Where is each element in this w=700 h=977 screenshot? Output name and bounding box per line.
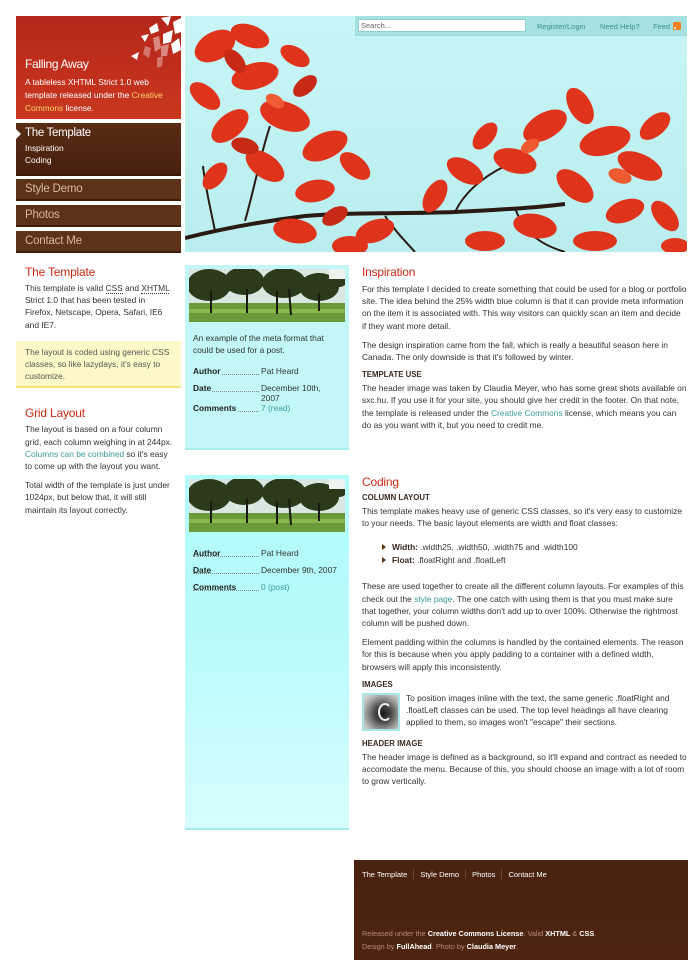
text: so it's easy to come up with the layout you want. bbox=[25, 448, 168, 472]
style-page-link[interactable]: style page bbox=[414, 593, 453, 604]
column-layout-paragraph: This template makes heavy use of generic CSS classes, so it's very easy to customize to your needs. The basic layout elements are width and float classes: bbox=[362, 506, 682, 529]
footer-link-contact-me[interactable]: Contact Me bbox=[508, 870, 547, 879]
post-meta-box-1 bbox=[185, 265, 349, 450]
meta-value: Pat Heard bbox=[261, 366, 299, 377]
link-text: CSS bbox=[579, 929, 595, 938]
template-paragraph bbox=[25, 282, 175, 331]
meta-value: Pat Heard bbox=[261, 548, 299, 558]
images-heading: IMAGES bbox=[362, 679, 393, 689]
search-input[interactable] bbox=[358, 19, 526, 32]
link-text: Creative Commons License bbox=[427, 929, 524, 938]
inspiration-paragraph-2: The design inspiration came from the fall, which is really a beautiful season here in Canada. The only downside is that it's followed by winter. bbox=[362, 339, 668, 363]
meta-table bbox=[193, 366, 341, 420]
text: Design by bbox=[362, 942, 397, 951]
park-trees-thumbnail bbox=[189, 479, 345, 532]
divider bbox=[501, 869, 502, 879]
list-label: Float: bbox=[392, 555, 415, 566]
comments-post-link[interactable]: 0 (post) bbox=[261, 582, 290, 592]
text: & bbox=[570, 929, 580, 938]
list-label: Width: bbox=[392, 542, 418, 553]
cc-license-link[interactable] bbox=[428, 929, 524, 938]
tagline-text: A tableless XHTML Strict 1.0 web template released under the bbox=[25, 77, 149, 100]
text: The layout is based on a four column grid, each column weighing in at 244px. bbox=[25, 424, 173, 447]
footer-license-line bbox=[362, 929, 596, 938]
footer-link-the-template[interactable]: The Template bbox=[362, 870, 408, 879]
list-text: .width25, .width50, .width75 and .width100 bbox=[417, 542, 578, 553]
meta-row-comments bbox=[193, 403, 341, 420]
link-text: XHTML bbox=[545, 929, 571, 938]
text: Released under the bbox=[362, 929, 428, 938]
meta-table bbox=[193, 548, 337, 599]
header-image bbox=[185, 16, 687, 252]
padding-paragraph: Element padding within the columns is handled by the contained elements. The reason for this is because when you apply padding to a container with a defined width, browsers will apply this inconsistently. bbox=[362, 637, 684, 672]
footer bbox=[354, 860, 688, 960]
top-bar bbox=[355, 16, 687, 36]
nav-sub-inspiration[interactable]: Inspiration bbox=[25, 143, 64, 153]
rss-icon bbox=[673, 22, 681, 30]
column-usage-paragraph bbox=[362, 580, 687, 629]
claudia-meyer-link[interactable] bbox=[466, 942, 519, 951]
tagline-text-end: license. bbox=[63, 103, 94, 113]
coding-section bbox=[362, 475, 687, 794]
footer-credits-line bbox=[362, 942, 518, 951]
inspiration-section bbox=[362, 265, 687, 438]
meta-row-author bbox=[193, 548, 337, 565]
css-link[interactable] bbox=[579, 929, 597, 938]
header-image-paragraph: The header image is defined as a background, so it'll expand and contract as needed to accomodate the menu. Because of this, you should choose an image with a lot of room to grow vertically. bbox=[362, 751, 687, 787]
site-title: Falling Away bbox=[25, 57, 89, 71]
meta-key: Author bbox=[193, 366, 221, 377]
text: These are used together to create all the different column layouts. For examples of this check out the bbox=[362, 581, 684, 604]
firefox-logo-image bbox=[362, 693, 400, 731]
creative-commons-link[interactable]: Creative Commons bbox=[490, 407, 563, 418]
footer-nav bbox=[362, 869, 547, 879]
coding-heading: Coding bbox=[362, 475, 399, 489]
left-column bbox=[16, 265, 181, 516]
text: The header image was taken by Claudia Meyer, who has some great shots available on sxc.hu. If you use it for your site, you should give her credit in the footer. On that note, the template is released under the bbox=[362, 383, 687, 418]
meta-key: Comments bbox=[193, 582, 237, 592]
footer-link-style-demo[interactable]: Style Demo bbox=[420, 870, 460, 879]
meta-row-author bbox=[193, 366, 341, 383]
register-login-link[interactable]: Register/Login bbox=[537, 22, 586, 31]
footer-link-photos[interactable]: Photos bbox=[472, 870, 496, 879]
meta-key: Author bbox=[193, 548, 221, 558]
park-trees-thumbnail bbox=[189, 269, 345, 322]
inspiration-paragraph-1: For this template I decided to create something that could be used for a blog or portfolio site. The idea behind the 25% width blue column is that it can provide meta information on the item it is associated with. This way visitors can quickly scan an item and decide if they want more detail. bbox=[362, 284, 687, 331]
text: and bbox=[122, 283, 142, 293]
header-image-heading: HEADER IMAGE bbox=[362, 738, 423, 748]
images-row bbox=[362, 692, 687, 731]
xhtml-abbr: XHTML bbox=[141, 283, 170, 293]
link-text: Claudia Meyer bbox=[466, 942, 517, 951]
meta-value: December 9th, 2007 bbox=[261, 565, 337, 575]
template-section bbox=[16, 265, 181, 331]
highlight-note: The layout is coded using generic CSS classes, so like lazydays, it's easy to customize. bbox=[16, 341, 181, 389]
text: . bbox=[516, 942, 519, 951]
nav-sub-coding[interactable]: Coding bbox=[25, 155, 52, 165]
site-tagline bbox=[25, 76, 177, 115]
template-heading: The Template bbox=[25, 265, 96, 279]
inspiration-heading: Inspiration bbox=[362, 265, 416, 279]
meta-row-date bbox=[193, 383, 341, 403]
list-item-width bbox=[382, 541, 687, 554]
class-list bbox=[382, 541, 687, 567]
template-use-heading: TEMPLATE USE bbox=[362, 370, 422, 380]
need-help-link[interactable]: Need Help? bbox=[600, 22, 640, 31]
grid-layout-paragraph bbox=[25, 423, 175, 472]
meta-row-date bbox=[193, 565, 337, 582]
divider bbox=[413, 869, 414, 879]
feed-link[interactable] bbox=[653, 22, 681, 31]
text: . Valid bbox=[523, 929, 546, 938]
divider bbox=[465, 869, 466, 879]
meta-row-comments bbox=[193, 582, 337, 599]
template-use-paragraph bbox=[362, 382, 687, 431]
text: Strict 1.0 that has been tested in Firefox, Netscape, Opera, Safari, IE6 and IE7. bbox=[25, 295, 163, 330]
nav-item-photos[interactable]: Photos bbox=[16, 205, 181, 227]
text: . Photo by bbox=[431, 942, 467, 951]
template-width-paragraph: Total width of the template is just under 1024px, but below that, it will still maintain its layout correctly. bbox=[25, 480, 170, 515]
meta-description: An example of the meta format that could be used for a post. bbox=[193, 333, 324, 356]
grid-layout-heading: Grid Layout bbox=[25, 406, 85, 421]
fullahead-link[interactable] bbox=[396, 942, 431, 951]
text: . bbox=[594, 929, 597, 938]
comments-read-link[interactable]: 7 (read) bbox=[261, 403, 291, 414]
list-item-float bbox=[382, 554, 687, 567]
list-text: .floatRight and .floatLeft bbox=[414, 555, 506, 566]
falling-leaves-icon bbox=[101, 16, 181, 81]
grid-layout-section bbox=[16, 406, 181, 515]
xhtml-link[interactable] bbox=[545, 929, 570, 938]
nav-the-template-link[interactable]: The Template bbox=[25, 127, 91, 139]
post-meta-box-2 bbox=[185, 475, 349, 830]
nav-item-style-demo[interactable]: Style Demo bbox=[16, 179, 181, 201]
nav-item-the-template[interactable] bbox=[16, 123, 181, 176]
main-nav bbox=[16, 123, 181, 257]
feed-label: Feed bbox=[653, 22, 671, 31]
site-brand bbox=[16, 16, 181, 119]
column-layout-heading: COLUMN LAYOUT bbox=[362, 493, 430, 502]
meta-key: Date bbox=[193, 383, 212, 394]
meta-key: Date bbox=[193, 565, 212, 575]
meta-value: December 10th, 2007 bbox=[261, 383, 321, 404]
text: . The one catch with using them is that you must make sure that together, your column widths don't add up to over 100%. Otherwise the rightmost column will be pushed down. bbox=[362, 593, 678, 629]
nav-item-contact-me[interactable]: Contact Me bbox=[16, 231, 181, 253]
images-paragraph: To position images inline with the text, the same generic .floatRight and .floatLeft classes can be used. The top level headings all have clearing applied to them, so images won't "escape" their sections. bbox=[406, 692, 670, 728]
columns-combined-link[interactable]: Columns can be combined bbox=[25, 448, 125, 459]
text: license, which means you can do as you want with it, but you need to credit me. bbox=[362, 407, 677, 430]
text: This template is valid bbox=[25, 283, 106, 293]
css-abbr: CSS bbox=[105, 283, 123, 293]
link-text: FullAhead bbox=[396, 942, 432, 951]
meta-key: Comments bbox=[193, 403, 237, 414]
red-leaves-branch-image bbox=[185, 16, 687, 252]
creative-commons-link[interactable]: Creative Commons bbox=[25, 90, 163, 113]
